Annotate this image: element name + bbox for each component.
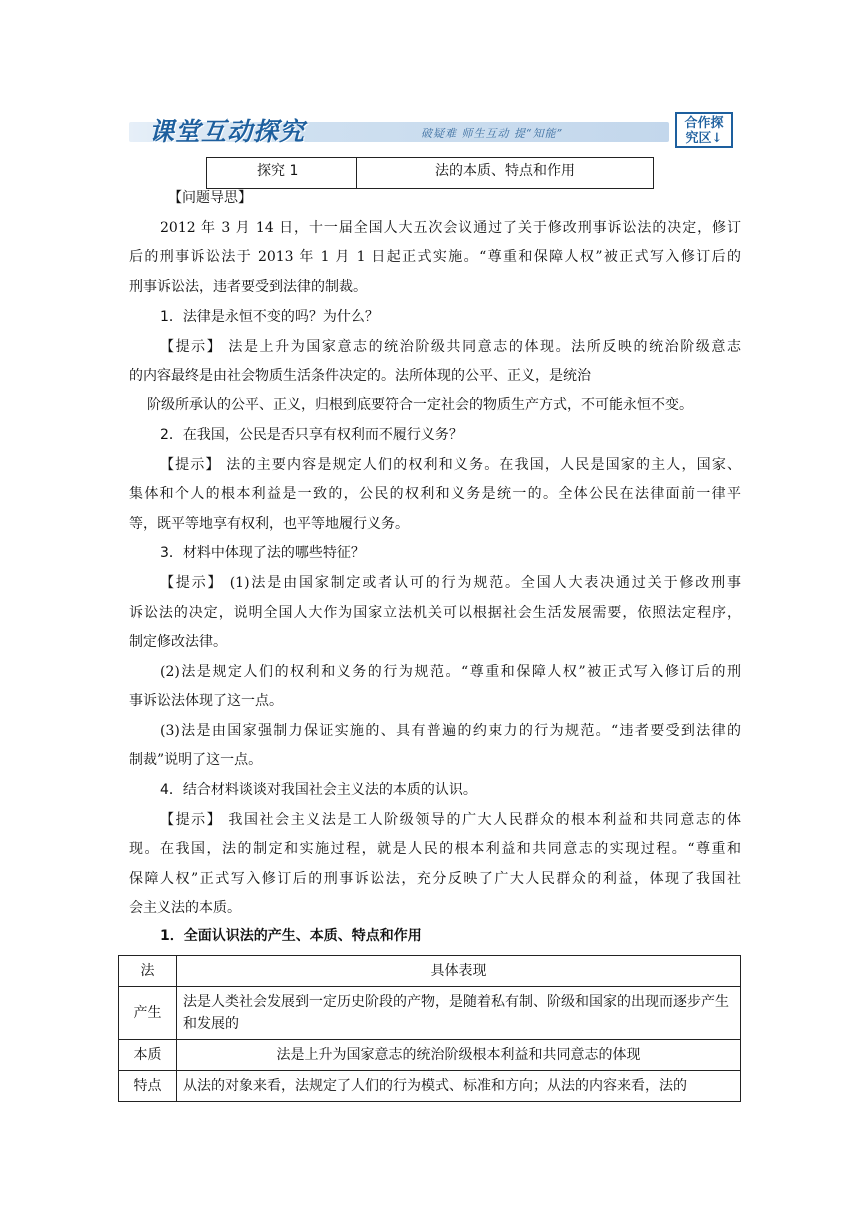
hint-line: (2)法是规定人们的权利和义务的行为规范。“尊重和保障人权”被正式写入修订后的刑 (160, 664, 741, 680)
hint-line: 【提示】 (1)法是由国家制定或者认可的行为规范。全国人大表决通过关于修改刑事 (160, 575, 741, 591)
box-line-1: 合作探 (684, 116, 724, 131)
hint-line: 【提示】 法是上升为国家意志的统治阶级共同意志的体现。法所反映的统治阶级意志 (160, 339, 741, 355)
hint-line: 事诉讼法体现了这一点。 (129, 693, 283, 709)
table-header-value: 具体表现 (177, 956, 741, 987)
hint-line: 诉讼法的决定，说明全国人大作为国家立法机关可以根据社会生活发展需要，依照法定程序， (129, 605, 741, 621)
summary-heading: 1．全面认识法的产生、本质、特点和作用 (160, 928, 422, 944)
hint-line: 保障人权”正式写入修订后的刑事诉讼法，充分反映了广大人民群众的利益，体现了我国社 (129, 871, 741, 887)
hint-line: 等，既平等地享有权利，也平等地履行义务。 (129, 516, 409, 532)
paragraph-line: 刑事诉讼法，违者要受到法律的制裁。 (129, 279, 367, 295)
question-line: 4．结合材料谈谈对我国社会主义法的本质的认识。 (160, 782, 477, 798)
hint-line: 制定修改法律。 (129, 634, 227, 650)
hint-line: 【提示】 我国社会主义法是工人阶级领导的广大人民群众的根本利益和共同意志的体 (160, 812, 741, 828)
table-row (119, 1040, 741, 1071)
table-cell-value: 从法的对象来看，法规定了人们的行为模式、标准和方向；从法的内容来看，法的 (177, 1071, 741, 1102)
hint-line: 集体和个人的根本利益是一致的，公民的权利和义务是统一的。全体公民在法律面前一律平 (129, 486, 741, 502)
table-cell-value: 法是人类社会发展到一定历史阶段的产物，是随着私有制、阶级和国家的出现而逐步产生和发展的 (177, 987, 741, 1040)
hint-line: (3)法是由国家强制力保证实施的、具有普遍的约束力的行为规范。“违者要受到法律的 (160, 723, 741, 739)
section-banner (129, 110, 739, 150)
hint-line: 制裁”说明了这一点。 (129, 752, 263, 768)
hint-line: 的内容最终是由社会物质生活条件决定的。法所体现的公平、正义，是统治 (129, 368, 591, 384)
box-line-2: 究区↓ (685, 131, 723, 146)
hint-line: 阶级所承认的公平、正义，归根到底要符合一定社会的物质生产方式，不可能永恒不变。 (147, 397, 693, 413)
table-row (119, 1071, 741, 1102)
explore-number: 探究 1 (207, 158, 357, 189)
table-cell-value: 法是上升为国家意志的统治阶级根本利益和共同意志的体现 (177, 1040, 741, 1071)
table-header-key: 法 (119, 956, 177, 987)
table-row (119, 987, 741, 1040)
question-line: 3．材料中体现了法的哪些特征？ (160, 545, 365, 561)
section-heading: 【问题导思】 (168, 190, 252, 206)
question-line: 2．在我国，公民是否只享有权利而不履行义务？ (160, 427, 463, 443)
hint-line: 现。在我国，法的制定和实施过程，就是人民的根本利益和共同意志的实现过程。“尊重和 (129, 841, 741, 857)
table-cell-key: 特点 (119, 1071, 177, 1102)
hint-line: 【提示】 法的主要内容是规定人们的权利和义务。在我国，人民是国家的主人，国家、 (160, 457, 741, 473)
summary-table (118, 955, 741, 1102)
banner-title: 课堂互动探究 (149, 117, 306, 146)
table-row (119, 956, 741, 987)
banner-subtitle: 破疑难 师生互动 提“知能” (421, 127, 564, 140)
hint-line: 会主义法的本质。 (129, 900, 241, 916)
question-line: 1．法律是永恒不变的吗？为什么？ (160, 309, 379, 325)
explore-topic: 法的本质、特点和作用 (357, 158, 654, 189)
cooperation-zone-box (675, 112, 733, 148)
explore-header-table (206, 157, 654, 189)
paragraph-line: 后的刑事诉讼法于 2013 年 1 月 1 日起正式实施。“尊重和保障人权”被正式写入修订后的 (129, 249, 741, 265)
paragraph-line: 2012 年 3 月 14 日，十一届全国人大五次会议通过了关于修改刑事诉讼法的决定，修订 (160, 220, 741, 236)
table-cell-key: 本质 (119, 1040, 177, 1071)
table-cell-key: 产生 (119, 987, 177, 1040)
